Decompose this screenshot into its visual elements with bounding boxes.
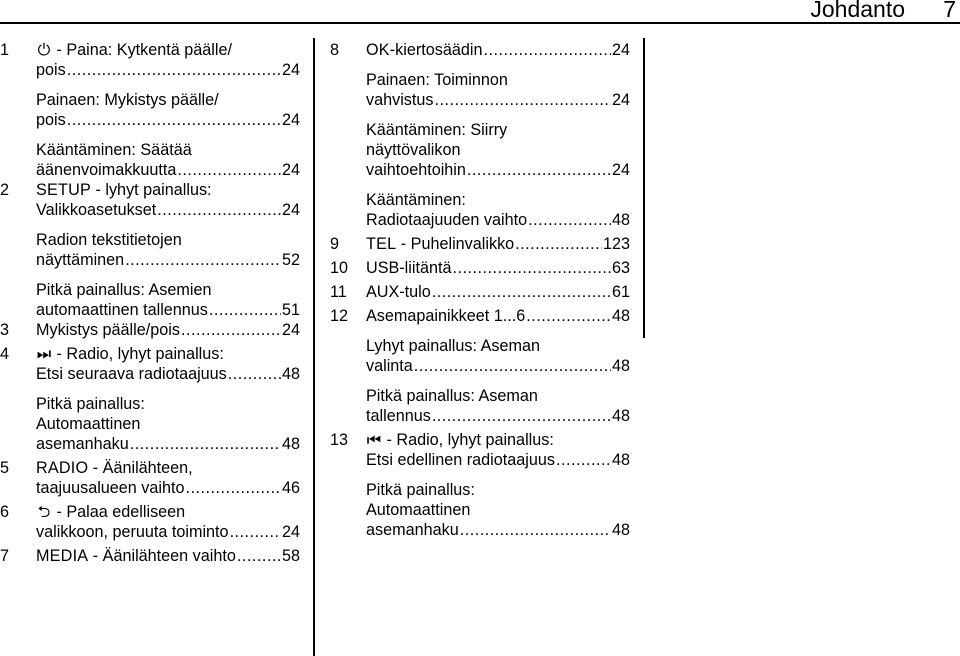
entry-text: Etsi edellinen radiotaajuus (366, 451, 555, 469)
entry-text: Painaen: Toiminnon (366, 71, 508, 89)
page-ref[interactable]: 48 (611, 357, 630, 375)
entry-8 (330, 40, 630, 60)
entry-text: Etsi seuraava radiotaajuus (36, 365, 227, 383)
entry-text: Valikkoasetukset (36, 201, 157, 219)
entry-text: pois (36, 61, 66, 79)
entry-text: - Äänilähteen vaihto (88, 547, 236, 565)
entry-number: 7 (0, 547, 10, 565)
entry-text: Pitkä painallus: Asemien (36, 281, 212, 299)
entry-text: valinta (366, 357, 413, 375)
entry-text: tallennus (366, 407, 431, 425)
button-label: OK (366, 41, 390, 59)
entry-text: USB-liitäntä (366, 259, 452, 277)
entry-text: valikkoon, peruuta toiminto (36, 523, 229, 541)
sub-entry (0, 230, 300, 270)
page-ref[interactable]: 48 (611, 307, 630, 325)
entry-text: asemanhaku (366, 521, 459, 539)
page-ref[interactable]: 51 (281, 301, 300, 319)
left-column (0, 40, 300, 576)
entry-text: -kiertosäädin (389, 41, 483, 59)
entry-text: - Palaa edelliseen (52, 503, 186, 521)
entry-text: Kääntäminen: (366, 191, 466, 209)
page-ref[interactable]: 24 (611, 41, 630, 59)
page-ref[interactable]: 46 (281, 479, 300, 497)
page-ref[interactable]: 24 (281, 523, 300, 541)
page-ref[interactable]: 24 (611, 91, 630, 109)
page-ref[interactable]: 48 (611, 451, 630, 469)
sub-entry (0, 280, 300, 320)
page-ref[interactable]: 48 (611, 407, 630, 425)
page-ref[interactable]: 24 (281, 321, 300, 339)
entry-number: 11 (330, 283, 347, 301)
page-ref[interactable]: 61 (611, 283, 630, 301)
entry-text: - Paina: Kytkentä päälle/ (52, 41, 232, 59)
entry-text: Pitkä painallus: (366, 481, 475, 499)
sub-entry (330, 70, 630, 110)
entry-text: Radiotaajuuden vaihto (366, 211, 528, 229)
entry-text: vahvistus (366, 91, 434, 109)
entry-text: näyttövalikon (366, 141, 461, 159)
entry-text: Kääntäminen: Säätää (36, 141, 192, 159)
entry-text: äänenvoimakkuutta (36, 161, 177, 179)
entry-7 (0, 546, 300, 566)
entry-text: automaattinen tallennus (36, 301, 208, 319)
entry-number: 2 (0, 181, 10, 199)
page-ref[interactable]: 123 (602, 235, 630, 253)
sub-entry (330, 386, 630, 426)
entry-10 (330, 258, 630, 278)
previous-track-icon: ⏮ (366, 431, 382, 449)
entry-number: 3 (0, 321, 10, 339)
entry-number: 12 (330, 307, 349, 325)
entry-text: - Radio, lyhyt painallus: (52, 345, 224, 363)
entry-text: - Äänilähteen, (88, 459, 193, 477)
page-ref[interactable]: 48 (611, 211, 630, 229)
entry-text: - Radio, lyhyt painallus: (382, 431, 554, 449)
entry-text: Painaen: Mykistys päälle/ (36, 91, 219, 109)
entry-3 (0, 320, 300, 340)
entry-text: AUX-tulo (366, 283, 431, 301)
entry-number: 5 (0, 459, 10, 477)
page-ref[interactable]: 48 (611, 521, 630, 539)
entry-9 (330, 234, 630, 254)
entry-2 (0, 180, 300, 220)
entry-13 (330, 430, 630, 470)
page-header (0, 0, 960, 24)
entry-text: vaihtoehtoihin (366, 161, 466, 179)
page-ref[interactable]: 58 (281, 547, 300, 565)
entry-5 (0, 458, 300, 498)
entry-number: 9 (330, 235, 340, 253)
page-ref[interactable]: 24 (281, 61, 300, 79)
page-ref[interactable]: 48 (281, 365, 300, 383)
entry-text: Kääntäminen: Siirry (366, 121, 508, 139)
entry-text: asemanhaku (36, 435, 129, 453)
button-label: TEL (366, 235, 397, 253)
sub-entry (0, 140, 300, 180)
entry-text: - lyhyt painallus: (90, 181, 212, 199)
page-number: 7 (943, 0, 956, 22)
sub-entry (0, 90, 300, 130)
entry-text: - Puhelinvalikko (396, 235, 515, 253)
page-ref[interactable]: 52 (281, 251, 300, 269)
sub-entry (0, 394, 300, 454)
entry-number: 10 (330, 259, 349, 277)
entry-text: Automaattinen (36, 415, 141, 433)
page-ref[interactable]: 24 (281, 111, 300, 129)
button-label: SETUP (36, 181, 91, 199)
column-divider (313, 38, 315, 656)
entry-text: Asemapainikkeet 1...6 (366, 307, 526, 325)
entry-12 (330, 306, 630, 326)
sub-entry (330, 480, 630, 540)
entry-text: Pitkä painallus: (36, 395, 145, 413)
entry-text: Pitkä painallus: Aseman (366, 387, 538, 405)
page-ref[interactable]: 24 (611, 161, 630, 179)
entry-number: 1 (0, 41, 10, 59)
entry-6 (0, 502, 300, 542)
entry-text: näyttäminen (36, 251, 125, 269)
entry-4 (0, 344, 300, 384)
entry-number: 6 (0, 503, 10, 521)
back-icon: ⮌ (37, 503, 51, 521)
button-label: RADIO (36, 459, 89, 477)
entry-number: 8 (330, 41, 340, 59)
entry-text: Radion tekstitietojen (36, 231, 182, 249)
power-icon: ⏻ (37, 41, 51, 59)
page-ref[interactable]: 24 (281, 161, 300, 179)
sub-entry (330, 190, 630, 230)
entry-11 (330, 282, 630, 302)
sub-entry (330, 336, 630, 376)
page-ref[interactable]: 24 (281, 201, 300, 219)
right-column (330, 40, 630, 550)
sub-entry (330, 120, 630, 180)
entry-text: Mykistys päälle/pois (36, 321, 180, 339)
entry-number: 13 (330, 431, 349, 449)
next-track-icon: ⏭ (36, 345, 52, 363)
entry-text: taajuusalueen vaihto (36, 479, 185, 497)
page-ref[interactable]: 63 (611, 259, 630, 277)
entry-text: Automaattinen (366, 501, 471, 519)
entry-1 (0, 40, 300, 80)
entry-text: Lyhyt painallus: Aseman (366, 337, 540, 355)
button-label: MEDIA (36, 547, 89, 565)
page-ref[interactable]: 48 (281, 435, 300, 453)
entry-text: pois (36, 111, 66, 129)
section-title: Johdanto (810, 0, 905, 22)
column-divider (643, 38, 645, 338)
entry-number: 4 (0, 345, 10, 363)
